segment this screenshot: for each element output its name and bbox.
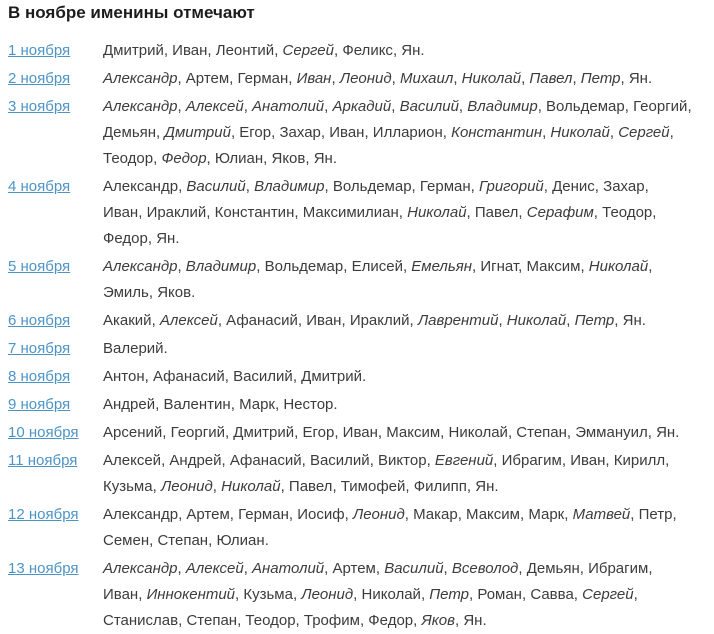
person-name: Герман	[237, 70, 289, 87]
person-name: Максимилиан	[302, 204, 399, 221]
names-text: Александр, Василий, Владимир, Вольдемар, Герман, Григорий, Денис, Захар, Иван, Ираклий, Константин, Максимилиан, Николай, Павел, Серафим, Теодор, Федор, Ян.	[103, 178, 657, 247]
person-name: Петр	[429, 586, 469, 603]
date-link[interactable]: 1 ноября	[8, 42, 71, 59]
person-name: Ян	[622, 312, 642, 329]
person-name: Степан	[157, 532, 209, 549]
person-name: Макар	[413, 506, 458, 523]
person-name: Арсений	[103, 424, 163, 441]
person-name: Афанасий	[152, 368, 225, 385]
name-day-row	[8, 38, 706, 64]
person-name: Нестор	[283, 396, 334, 413]
person-name: Семен	[103, 532, 150, 549]
person-name: Иван	[342, 424, 378, 441]
person-name: Владимир	[254, 178, 325, 195]
name-day-row	[8, 94, 706, 172]
person-name: Василий	[399, 98, 459, 115]
names-text: Александр, Артем, Герман, Иван, Леонид, Михаил, Николай, Павел, Петр, Ян.	[103, 70, 653, 87]
person-name: Иван	[103, 204, 139, 221]
person-name: Захар	[279, 124, 321, 141]
name-days-list	[8, 38, 706, 634]
person-name: Марк	[239, 396, 275, 413]
person-name: Андрей	[169, 452, 222, 469]
person-name: Тимофей	[340, 478, 406, 495]
person-name: Вольдемар	[546, 98, 625, 115]
names-text: Валерий.	[103, 340, 168, 357]
person-name: Ибрагим	[588, 560, 649, 577]
date-link[interactable]: 11 ноября	[8, 452, 78, 469]
person-name: Сергей	[282, 42, 334, 59]
person-name: Николай	[221, 478, 281, 495]
person-name: Анатолий	[252, 98, 325, 115]
person-name: Ираклий	[146, 204, 207, 221]
person-name: Иван	[172, 42, 208, 59]
date-link[interactable]: 5 ноября	[8, 258, 71, 275]
person-name: Герман	[419, 178, 471, 195]
names-text: Александр, Артем, Герман, Иосиф, Леонид, Макар, Максим, Марк, Матвей, Петр, Семен, Степан, Юлиан.	[103, 506, 677, 549]
names-text: Алексей, Андрей, Афанасий, Василий, Виктор, Евгений, Ибрагим, Иван, Кирилл, Кузьма, Леонид, Николай, Павел, Тимофей, Филипп, Ян.	[103, 452, 670, 495]
name-day-row	[8, 308, 706, 334]
person-name: Станислав	[103, 612, 179, 629]
person-name: Марк	[528, 506, 565, 523]
date-link[interactable]: 3 ноября	[8, 98, 71, 115]
person-name: Юлиан	[214, 150, 264, 167]
date-link[interactable]: 6 ноября	[8, 312, 71, 329]
person-name: Антон	[103, 368, 145, 385]
person-name: Дмитрий	[233, 424, 295, 441]
person-name: Илларион	[372, 124, 443, 141]
person-name: Владимир	[185, 258, 257, 275]
person-name: Василий	[233, 368, 293, 385]
name-day-row	[8, 392, 706, 418]
person-name: Павел	[474, 204, 519, 221]
person-name: Артем	[186, 506, 230, 523]
name-day-row	[8, 448, 706, 500]
date-link[interactable]: 2 ноября	[8, 70, 71, 87]
person-name: Эммануил	[575, 424, 648, 441]
person-name: Филипп	[413, 478, 467, 495]
person-name: Ираклий	[349, 312, 410, 329]
person-name: Денис	[552, 178, 595, 195]
person-name: Алексей	[103, 452, 162, 469]
person-name: Василий	[186, 178, 246, 195]
name-day-row	[8, 364, 706, 390]
person-name: Петр	[638, 506, 673, 523]
names-text: Дмитрий, Иван, Леонтий, Сергей, Феликс, Ян.	[103, 42, 425, 59]
person-name: Владимир	[467, 98, 538, 115]
person-name: Иннокентий	[146, 586, 236, 603]
person-name: Дмитрий	[301, 368, 362, 385]
person-name: Игнат	[480, 258, 519, 275]
person-name: Александр	[103, 506, 179, 523]
person-name: Николай	[588, 258, 649, 275]
person-name: Серафим	[526, 204, 594, 221]
person-name: Емельян	[411, 258, 473, 275]
person-name: Евгений	[434, 452, 494, 469]
person-name: Ян	[656, 424, 676, 441]
person-name: Демьян	[526, 560, 580, 577]
person-name: Валентин	[163, 396, 231, 413]
person-name: Теодор	[103, 150, 154, 167]
person-name: Степан	[516, 424, 567, 441]
person-name: Федор	[103, 230, 148, 247]
person-name: Петр	[574, 312, 615, 329]
person-name: Акакий	[103, 312, 152, 329]
person-name: Леонид	[339, 70, 392, 87]
person-name: Вольдемар	[264, 258, 344, 275]
person-name: Федор	[161, 150, 207, 167]
person-name: Ибрагим	[501, 452, 562, 469]
person-name: Степан	[186, 612, 238, 629]
person-name: Валерий	[103, 340, 164, 357]
person-name: Иосиф	[297, 506, 345, 523]
person-name: Павел	[288, 478, 333, 495]
person-name: Ян	[628, 70, 648, 87]
person-name: Герман	[238, 506, 289, 523]
person-name: Захар	[603, 178, 645, 195]
date-link[interactable]: 12 ноября	[8, 506, 79, 523]
person-name: Иван	[570, 452, 606, 469]
person-name: Сергей	[618, 124, 670, 141]
person-name: Вольдемар	[332, 178, 412, 195]
names-text: Антон, Афанасий, Василий, Дмитрий.	[103, 368, 367, 385]
person-name: Теодор	[245, 612, 296, 629]
person-name: Александр	[103, 560, 178, 577]
names-text: Акакий, Алексей, Афанасий, Иван, Ираклий, Лаврентий, Николай, Петр, Ян.	[103, 312, 646, 329]
person-name: Александр	[103, 258, 178, 275]
date-link[interactable]: 7 ноября	[8, 340, 71, 357]
person-name: Лаврентий	[417, 312, 499, 329]
person-name: Артем	[185, 70, 230, 87]
date-link[interactable]: 10 ноября	[8, 424, 79, 441]
person-name: Дмитрий	[103, 42, 164, 59]
person-name: Иван	[306, 312, 342, 329]
person-name: Кузьма	[103, 478, 153, 495]
person-name: Александр	[103, 178, 179, 195]
date-link[interactable]: 9 ноября	[8, 396, 71, 413]
names-text: Андрей, Валентин, Марк, Нестор.	[103, 396, 338, 413]
person-name: Александр	[103, 70, 178, 87]
person-name: Иван	[103, 586, 139, 603]
person-name: Андрей	[103, 396, 156, 413]
name-day-row	[8, 174, 706, 252]
person-name: Николай	[361, 586, 421, 603]
person-name: Яков	[421, 612, 455, 629]
person-name: Алексей	[159, 312, 218, 329]
names-text: Арсений, Георгий, Дмитрий, Егор, Иван, Максим, Николай, Степан, Эммануил, Ян.	[103, 424, 680, 441]
person-name: Кузьма	[243, 586, 293, 603]
person-name: Анатолий	[252, 560, 325, 577]
person-name: Виктор	[378, 452, 427, 469]
person-name: Артем	[332, 560, 376, 577]
person-name: Василий	[384, 560, 444, 577]
person-name: Максим	[526, 258, 581, 275]
person-name: Алексей	[185, 98, 244, 115]
name-day-row	[8, 420, 706, 446]
names-text: Александр, Алексей, Анатолий, Аркадий, Василий, Владимир, Вольдемар, Георгий, Демьян, Дмитрий, Егор, Захар, Иван, Илларион, Константин, Николай, Сергей, Теодор, Федор, Юлиан, Яков, Ян.	[103, 98, 692, 167]
person-name: Всеволод	[451, 560, 519, 577]
person-name: Александр	[103, 98, 178, 115]
person-name: Василий	[309, 452, 370, 469]
person-name: Николай	[407, 204, 467, 221]
person-name: Леонид	[160, 478, 213, 495]
date-link[interactable]: 8 ноября	[8, 368, 71, 385]
person-name: Сергей	[582, 586, 634, 603]
person-name: Яков	[157, 284, 192, 301]
name-day-row	[8, 66, 706, 92]
person-name: Юлиан	[216, 532, 265, 549]
person-name: Роман	[477, 586, 522, 603]
person-name: Иван	[296, 70, 332, 87]
date-link[interactable]: 4 ноября	[8, 178, 71, 195]
person-name: Яков	[271, 150, 306, 167]
person-name: Трофим	[303, 612, 360, 629]
person-name: Эмиль	[103, 284, 149, 301]
person-name: Константин	[451, 124, 543, 141]
name-day-row	[8, 502, 706, 554]
names-text: Александр, Владимир, Вольдемар, Елисей, Емельян, Игнат, Максим, Николай, Эмиль, Яков.	[103, 258, 653, 301]
person-name: Егор	[239, 124, 272, 141]
person-name: Николай	[550, 124, 610, 141]
person-name: Ян	[463, 612, 483, 629]
person-name: Федор	[368, 612, 414, 629]
person-name: Леонид	[352, 506, 405, 523]
person-name: Афанасий	[229, 452, 302, 469]
person-name: Петр	[580, 70, 621, 87]
names-text: Александр, Алексей, Анатолий, Артем, Василий, Всеволод, Демьян, Ибрагим, Иван, Иннокентий, Кузьма, Леонид, Николай, Петр, Роман, Савва, Сергей, Станислав, Степан, Теодор, Трофим, Федор, Яков, Ян.	[103, 560, 653, 629]
page-title: В ноябре именины отмечают	[8, 3, 255, 22]
person-name: Николай	[448, 424, 508, 441]
person-name: Теодор	[602, 204, 653, 221]
person-name: Демьян	[103, 124, 157, 141]
name-day-row	[8, 336, 706, 362]
person-name: Николай	[461, 70, 522, 87]
person-name: Иван	[329, 124, 365, 141]
person-name: Ян	[156, 230, 176, 247]
person-name: Елисей	[351, 258, 403, 275]
person-name: Леонид	[301, 586, 354, 603]
person-name: Феликс	[342, 42, 393, 59]
person-name: Георгий	[170, 424, 225, 441]
person-name: Михаил	[399, 70, 454, 87]
person-name: Афанасий	[226, 312, 298, 329]
person-name: Егор	[302, 424, 335, 441]
person-name: Максим	[386, 424, 441, 441]
name-day-row	[8, 556, 706, 634]
name-day-row	[8, 254, 706, 306]
person-name: Ян	[401, 42, 421, 59]
person-name: Константин	[214, 204, 295, 221]
person-name: Григорий	[478, 178, 544, 195]
person-name: Дмитрий	[164, 124, 231, 141]
person-name: Максим	[466, 506, 520, 523]
person-name: Ян	[313, 150, 333, 167]
person-name: Алексей	[185, 560, 244, 577]
person-name: Георгий	[633, 98, 688, 115]
person-name: Матвей	[572, 506, 631, 523]
person-name: Кирилл	[613, 452, 666, 469]
date-link[interactable]: 13 ноября	[8, 560, 79, 577]
person-name: Павел	[529, 70, 573, 87]
person-name: Леонтий	[215, 42, 275, 59]
person-name: Аркадий	[332, 98, 392, 115]
person-name: Ян	[475, 478, 495, 495]
person-name: Николай	[506, 312, 567, 329]
person-name: Савва	[530, 586, 574, 603]
